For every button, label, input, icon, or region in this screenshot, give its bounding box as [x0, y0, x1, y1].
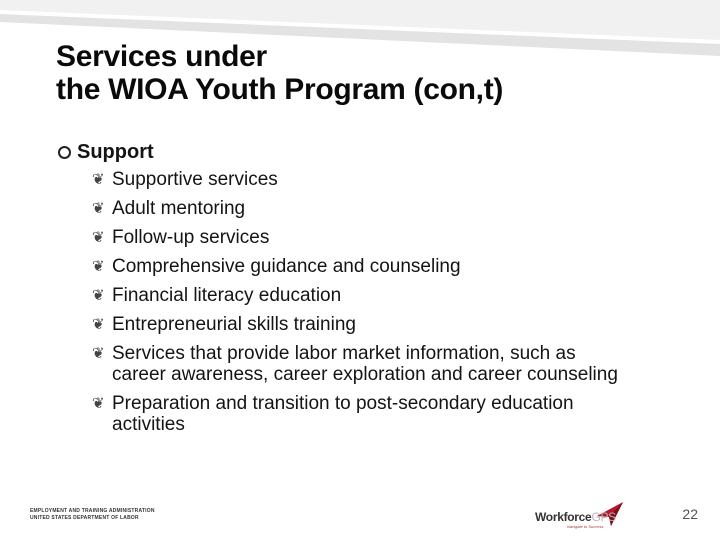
ribbon-bullet-icon: ❦ — [92, 171, 105, 188]
list-item-text: Preparation and transition to post-secondary education activities — [112, 393, 574, 435]
section-heading — [58, 140, 678, 164]
logo-wordmark — [535, 510, 616, 524]
list-item-text: Follow-up services — [112, 227, 270, 248]
ribbon-bullet-icon: ❦ — [92, 258, 105, 275]
list-item — [92, 256, 632, 277]
section-label: Support — [77, 141, 154, 163]
list-item-text: Adult mentoring — [112, 198, 246, 219]
workforce-gps-logo — [535, 500, 635, 530]
list-item — [92, 285, 632, 306]
list-item — [92, 314, 632, 335]
ribbon-bullet-icon: ❦ — [92, 345, 105, 362]
list-item — [92, 343, 632, 385]
list-item-text: Services that provide labor market information, such as career awareness, career exploration and career counseling — [112, 343, 618, 385]
title-line-2: the WIOA Youth Program (con,t) — [56, 73, 504, 106]
logo-tagline: Navigate to Success — [567, 524, 604, 529]
list-item — [92, 393, 632, 435]
list-item — [92, 169, 632, 190]
list-item-text: Supportive services — [112, 169, 278, 190]
list-item — [92, 198, 632, 219]
slide-body — [58, 140, 678, 443]
logo-main-text: Workforce — [535, 510, 592, 524]
service-list — [58, 169, 678, 435]
ribbon-bullet-icon: ❦ — [92, 287, 105, 304]
ribbon-bullet-icon: ❦ — [92, 395, 105, 412]
ring-bullet-icon — [58, 146, 71, 159]
list-item-text: Financial literacy education — [112, 285, 342, 306]
list-item-text: Comprehensive guidance and counseling — [112, 256, 461, 277]
title-line-1: Services under — [56, 40, 267, 73]
dol-line-1: EMPLOYMENT AND TRAINING ADMINISTRATION — [30, 508, 155, 514]
list-item-text: Entrepreneurial skills training — [112, 314, 356, 335]
ribbon-bullet-icon: ❦ — [92, 229, 105, 246]
dol-line-2: UNITED STATES DEPARTMENT OF LABOR — [30, 515, 139, 521]
ribbon-bullet-icon: ❦ — [92, 316, 105, 333]
ribbon-bullet-icon: ❦ — [92, 200, 105, 217]
dol-logo-text — [30, 508, 155, 522]
page-number: 22 — [682, 506, 698, 522]
slide-title — [56, 40, 676, 106]
list-item — [92, 227, 632, 248]
logo-accent-text: GPS — [591, 510, 616, 524]
